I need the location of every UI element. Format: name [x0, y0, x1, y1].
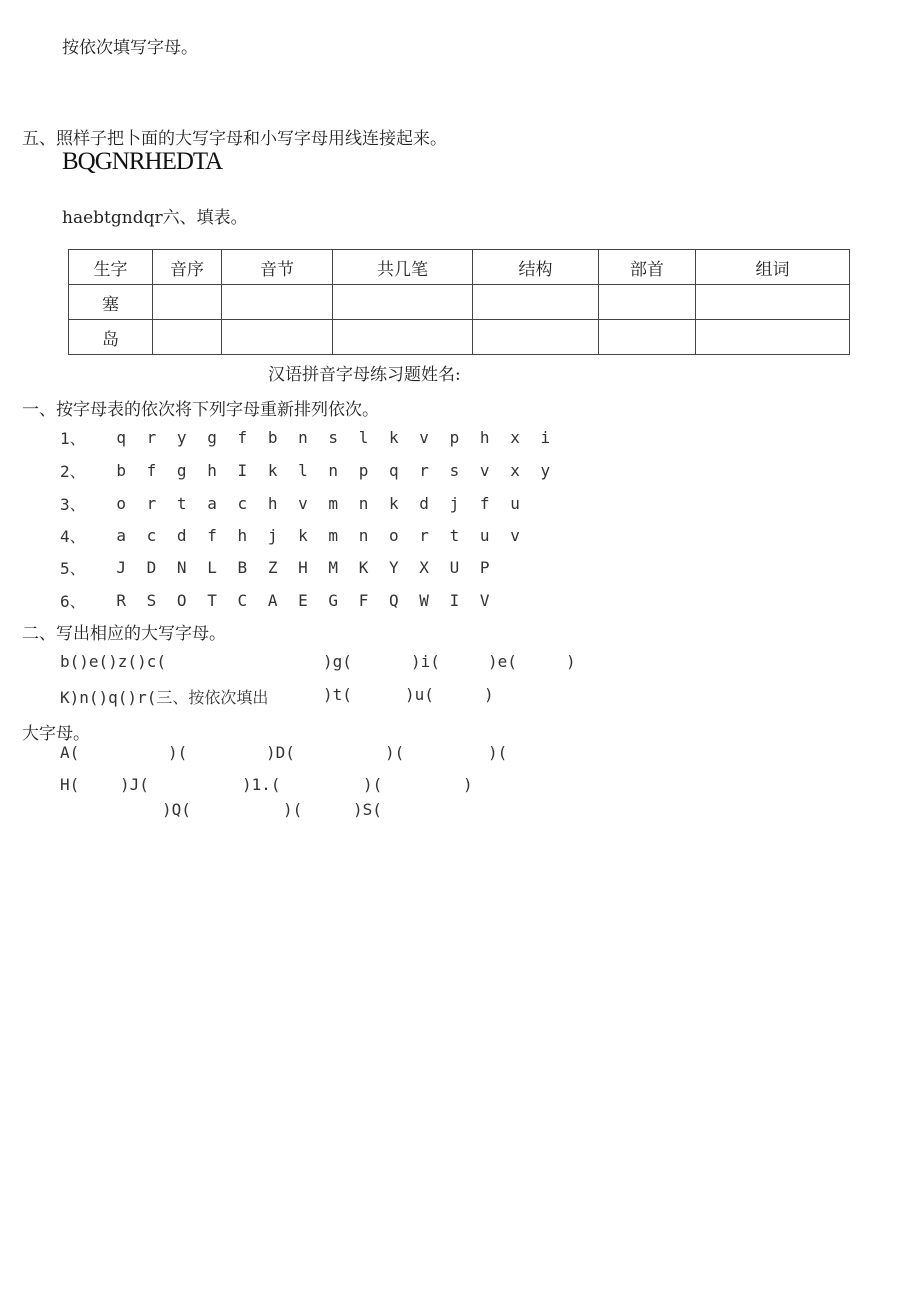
letter: p — [358, 461, 369, 480]
section2-line1-part-d: )e( — [488, 652, 517, 671]
section3-line3-part-a: )Q( — [162, 800, 191, 819]
letter: f — [207, 526, 217, 545]
blank-cell[interactable] — [222, 320, 333, 355]
letter: g — [176, 461, 187, 480]
character-cell: 塞 — [69, 285, 153, 320]
section3-line3-part-b: )( — [283, 800, 303, 819]
letter: i — [540, 428, 551, 447]
letter: n — [328, 461, 339, 480]
letter: q — [389, 461, 399, 480]
letter: Q — [389, 591, 399, 610]
letter: r — [146, 428, 157, 447]
uppercase-letters: BQGNRHEDTA — [62, 148, 223, 175]
letter-row — [60, 556, 500, 579]
letter: L — [207, 558, 217, 577]
letter: j — [449, 494, 460, 513]
letter: U — [449, 558, 460, 577]
letter: r — [146, 494, 157, 513]
letter: I — [237, 461, 248, 480]
letter: I — [449, 591, 460, 610]
letter: l — [298, 461, 308, 480]
blank-cell[interactable] — [222, 285, 333, 320]
letter: h — [479, 428, 490, 447]
letter: n — [298, 428, 308, 447]
letter: a — [207, 494, 217, 513]
blank-cell[interactable] — [153, 320, 222, 355]
letter: r — [419, 526, 429, 545]
letter: B — [237, 558, 248, 577]
blank-cell[interactable] — [333, 285, 473, 320]
letter: F — [358, 591, 369, 610]
letter: k — [389, 428, 399, 447]
lowercase-letters-and-section6-title: haebtgndqr六、填表。 — [62, 208, 248, 228]
section2-line1-part-e: ) — [566, 652, 576, 671]
section2-line2-part-c: )u( — [405, 685, 434, 704]
letter: p — [449, 428, 460, 447]
section3-line1-part-b: )( — [168, 743, 188, 762]
blank-cell[interactable] — [153, 285, 222, 320]
letter: H — [298, 558, 308, 577]
letter: v — [298, 494, 308, 513]
letter: P — [479, 558, 490, 577]
letter: J — [116, 558, 126, 577]
row-number: 2、 — [60, 462, 86, 481]
letter: c — [146, 526, 157, 545]
header-cell: 音序 — [153, 250, 222, 285]
table-header-row — [69, 250, 850, 285]
section2-line1-part-a: b()e()z()c( — [60, 652, 166, 671]
section3-line2-part-d: )( — [363, 775, 383, 794]
letter: M — [328, 558, 339, 577]
letter: y — [540, 461, 551, 480]
letter: b — [267, 428, 278, 447]
letter: b — [116, 461, 126, 480]
table-row — [69, 285, 850, 320]
section3-line1-part-c: )D( — [266, 743, 295, 762]
header-cell: 生字 — [69, 250, 153, 285]
header-cell: 部首 — [599, 250, 696, 285]
blank-cell[interactable] — [473, 320, 599, 355]
letter: Z — [267, 558, 278, 577]
letter: n — [358, 494, 369, 513]
header-cell: 共几笔 — [333, 250, 473, 285]
letter: d — [419, 494, 429, 513]
letter-row — [60, 459, 560, 482]
letter: h — [237, 526, 248, 545]
letter: O — [176, 591, 187, 610]
letter: f — [146, 461, 157, 480]
letter: R — [116, 591, 126, 610]
blank-cell[interactable] — [599, 285, 696, 320]
letter: h — [207, 461, 217, 480]
blank-cell[interactable] — [696, 285, 850, 320]
section3-line2-part-a: H( — [60, 775, 80, 794]
letter: o — [389, 526, 399, 545]
section3-line2-part-c: )1.( — [242, 775, 281, 794]
letter: A — [267, 591, 278, 610]
section2-title: 二、写出相应的大写字母。 — [22, 624, 226, 644]
letter: C — [237, 591, 248, 610]
letter: s — [328, 428, 339, 447]
blank-cell[interactable] — [473, 285, 599, 320]
fill-in-order-text: 按依次填写字母。 — [62, 38, 198, 58]
letter: q — [116, 428, 126, 447]
section5-title: 五、照样子把卜面的大写字母和小写字母用线连接起来。 — [22, 129, 447, 149]
character-table — [68, 249, 850, 355]
section3-line1-part-d: )( — [385, 743, 405, 762]
letter: Y — [389, 558, 399, 577]
header-cell: 结构 — [473, 250, 599, 285]
worksheet-title: 汉语拼音字母练习题姓名: — [268, 365, 461, 385]
letter: k — [298, 526, 308, 545]
section3-line3-part-c: )S( — [353, 800, 382, 819]
letter: v — [479, 461, 490, 480]
section2-line2-part-b: )t( — [323, 685, 352, 704]
letter: k — [389, 494, 399, 513]
letter: y — [176, 428, 187, 447]
character-cell: 岛 — [69, 320, 153, 355]
section3-continuation: 大字母。 — [22, 724, 90, 744]
letter: V — [479, 591, 490, 610]
blank-cell[interactable] — [599, 320, 696, 355]
letter: u — [479, 526, 490, 545]
section3-line1-part-a: A( — [60, 743, 80, 762]
letter: t — [176, 494, 187, 513]
section3-line2-part-b: )J( — [120, 775, 149, 794]
letter-row — [60, 426, 560, 449]
letter: S — [146, 591, 157, 610]
letter: X — [419, 558, 429, 577]
row-number: 4、 — [60, 527, 86, 546]
letter-row — [60, 492, 530, 515]
row-number: 5、 — [60, 559, 86, 578]
letter: v — [419, 428, 429, 447]
section2-line2-part-d: ) — [484, 685, 494, 704]
letter-row — [60, 524, 530, 547]
section1-title: 一、按字母表的依次将下列字母重新排列依次。 — [22, 400, 379, 420]
blank-cell[interactable] — [696, 320, 850, 355]
letter: k — [267, 461, 278, 480]
letter: f — [237, 428, 248, 447]
row-number: 1、 — [60, 429, 86, 448]
letter: h — [267, 494, 278, 513]
letter: x — [510, 428, 520, 447]
letter-row — [60, 589, 500, 612]
section2-line2-part-a: K)n()q()r(三、按依次填出 — [60, 688, 269, 707]
section2-line1-part-c: )i( — [411, 652, 440, 671]
letter: W — [419, 591, 429, 610]
table-row — [69, 320, 850, 355]
letter: v — [510, 526, 520, 545]
letter: g — [207, 428, 217, 447]
letter: T — [207, 591, 217, 610]
header-cell: 组词 — [696, 250, 850, 285]
row-number: 3、 — [60, 495, 86, 514]
letter: n — [358, 526, 369, 545]
letter: a — [116, 526, 126, 545]
letter: l — [358, 428, 369, 447]
letter: r — [419, 461, 429, 480]
letter: d — [176, 526, 187, 545]
header-cell: 音节 — [222, 250, 333, 285]
letter: u — [510, 494, 520, 513]
letter: c — [237, 494, 248, 513]
row-number: 6、 — [60, 592, 86, 611]
letter: f — [479, 494, 490, 513]
letter: j — [267, 526, 278, 545]
letter: N — [176, 558, 187, 577]
letter: E — [298, 591, 308, 610]
section3-line1-part-e: )( — [488, 743, 508, 762]
letter: t — [449, 526, 460, 545]
section3-line2-part-e: ) — [463, 775, 473, 794]
blank-cell[interactable] — [333, 320, 473, 355]
letter: m — [328, 526, 339, 545]
letter: G — [328, 591, 339, 610]
letter: s — [449, 461, 460, 480]
letter: m — [328, 494, 339, 513]
letter: x — [510, 461, 520, 480]
section2-line1-part-b: )g( — [323, 652, 352, 671]
letter: D — [146, 558, 157, 577]
letter: K — [358, 558, 369, 577]
letter: o — [116, 494, 126, 513]
